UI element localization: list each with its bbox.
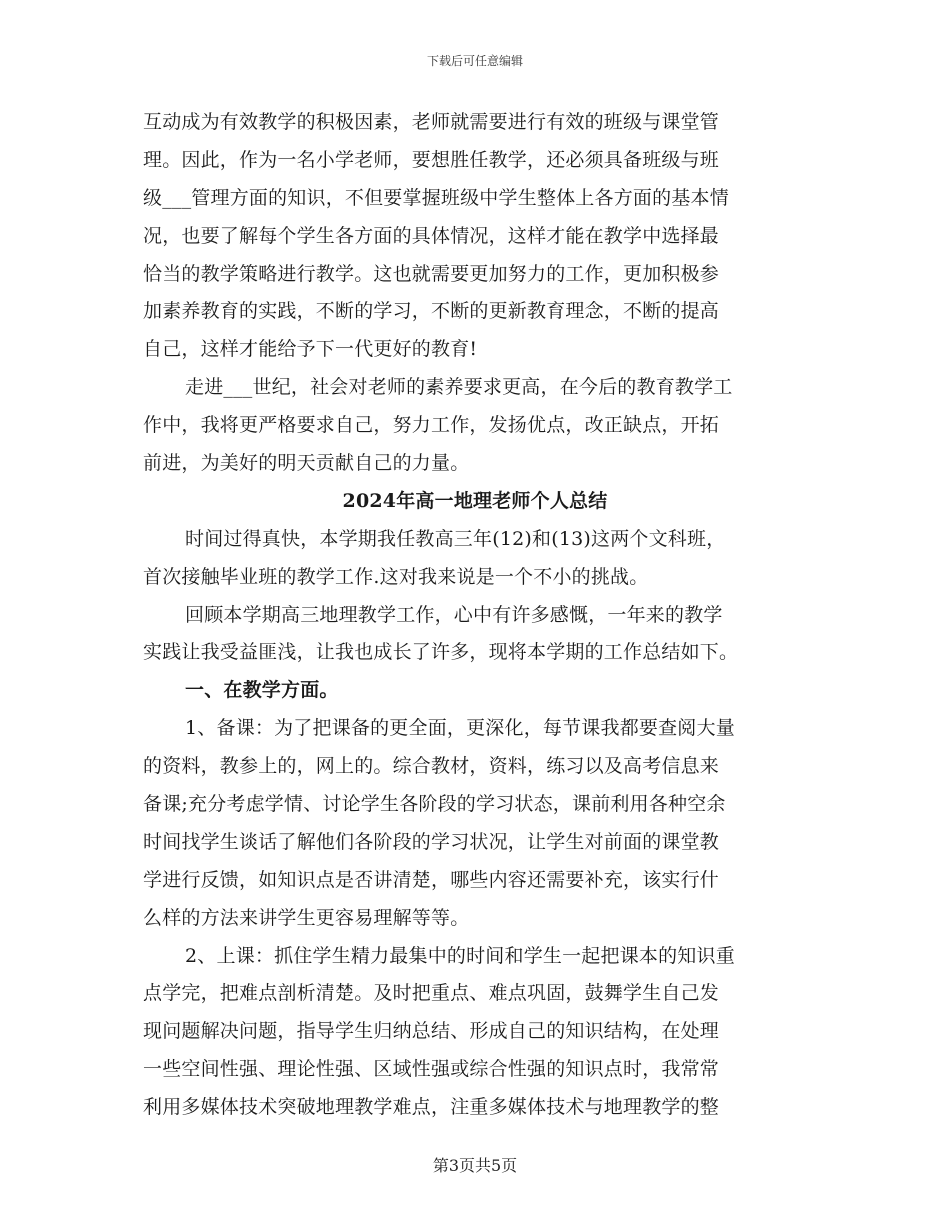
paragraph-line: 况，也要了解每个学生各方面的具体情况，这样才能在教学中选择最 xyxy=(143,224,720,247)
page-footer: 第3页共5页 xyxy=(432,1156,518,1175)
paragraph-line: 加素养教育的实践，不断的学习，不断的更新教育理念，不断的提高 xyxy=(143,300,720,323)
paragraph-line: 实践让我受益匪浅，让我也成长了许多，现将本学期的工作总结如下。 xyxy=(143,641,739,664)
paragraph-line: 时间过得真快，本学期我任教高三年(12)和(13)这两个文科班， xyxy=(185,527,726,550)
paragraph-line: 备课;充分考虑学情、讨论学生各阶段的学习状态，课前利用各种空余 xyxy=(143,793,726,816)
paragraph-line: 学进行反馈，如知识点是否讲清楚，哪些内容还需要补充，该实行什 xyxy=(143,868,720,891)
paragraph-line: 利用多媒体技术突破地理教学难点，注重多媒体技术与地理教学的整 xyxy=(143,1096,720,1119)
section-title: 2024年高一地理老师个人总结 xyxy=(342,489,608,512)
paragraph-line: 前进，为美好的明天贡献自己的力量。 xyxy=(143,452,470,475)
paragraph-line: 级___管理方面的知识，不但要掌握班级中学生整体上各方面的基本情 xyxy=(143,186,729,209)
paragraph-line: 作中，我将更严格要求自己，努力工作，发扬优点，改正缺点，开拓 xyxy=(143,414,720,437)
paragraph-line: 回顾本学期高三地理教学工作，心中有许多感慨，一年来的教学 xyxy=(185,603,723,626)
paragraph-line: 互动成为有效教学的积极因素，老师就需要进行有效的班级与课堂管 xyxy=(143,111,720,133)
paragraph-line: 1、备课：为了把课备的更全面，更深化，每节课我都要查阅大量 xyxy=(185,717,735,740)
paragraph-line: 点学完，把难点剖析清楚。及时把重点、难点巩固，鼓舞学生自己发 xyxy=(143,982,720,1005)
paragraph-line: 走进___世纪，社会对老师的素养要求更高，在今后的教育教学工 xyxy=(185,376,733,399)
paragraph-line: 现问题解决问题，指导学生归纳总结、形成自己的知识结构，在处理 xyxy=(143,1020,720,1043)
paragraph-line: 理。因此，作为一名小学老师，要想胜任教学，还必须具备班级与班 xyxy=(143,148,720,171)
document-body xyxy=(143,104,807,1127)
section-heading: 一、在教学方面。 xyxy=(185,679,339,702)
paragraph-line: 的资料，教参上的，网上的。综合教材，资料，练习以及高考信息来 xyxy=(143,755,720,778)
page-header: 下载后可任意编辑 xyxy=(426,54,523,68)
paragraph-line: 2、上课：抓住学生精力最集中的时间和学生一起把课本的知识重 xyxy=(185,944,735,967)
paragraph-line: 么样的方法来讲学生更容易理解等等。 xyxy=(143,906,470,929)
paragraph-line: 自己，这样才能给予下一代更好的教育! xyxy=(143,338,478,361)
paragraph-line: 首次接触毕业班的教学工作.这对我来说是一个不小的挑战。 xyxy=(143,565,649,588)
paragraph-line: 恰当的教学策略进行教学。这也就需要更加努力的工作，更加积极参 xyxy=(143,262,720,285)
paragraph-line: 时间找学生谈话了解他们各阶段的学习状况，让学生对前面的课堂教 xyxy=(143,830,720,853)
paragraph-line: 一些空间性强、理论性强、区域性强或综合性强的知识点时，我常常 xyxy=(143,1058,720,1081)
